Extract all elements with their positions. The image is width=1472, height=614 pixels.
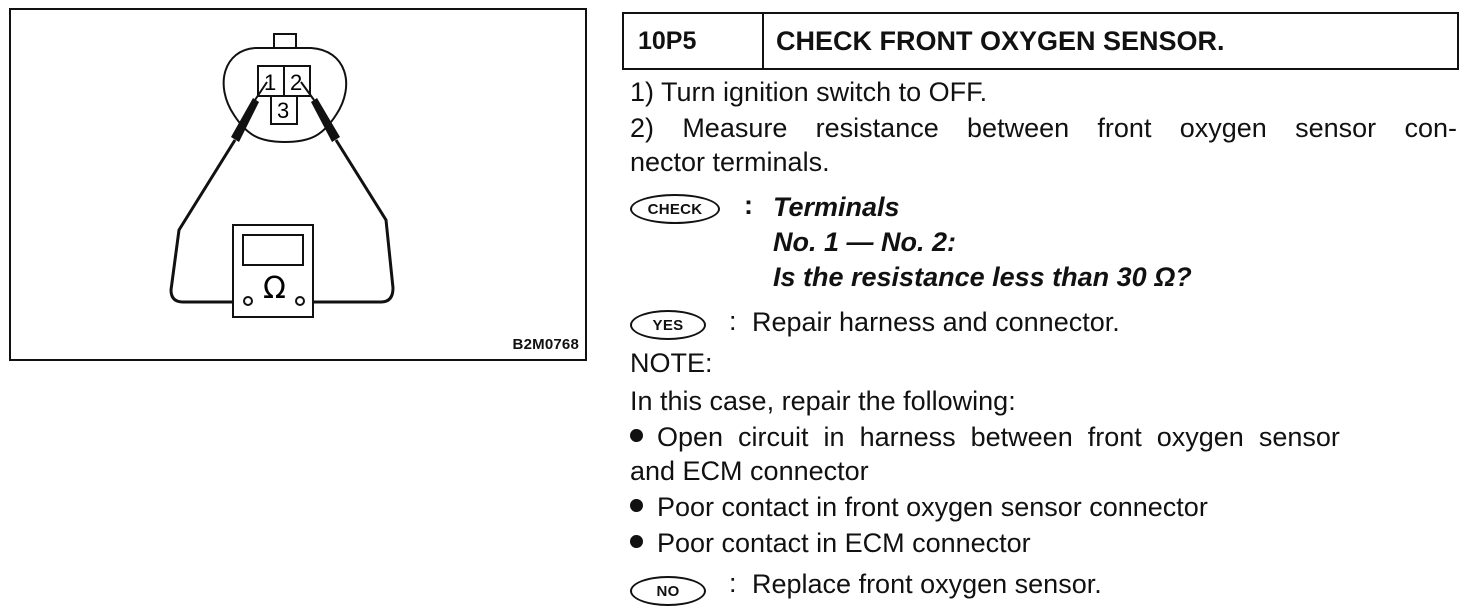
connector-tab: [274, 34, 296, 48]
terminal-3-label: 3: [277, 98, 290, 123]
step-header-table: [622, 12, 1459, 70]
ohm-symbol: Ω: [263, 271, 286, 306]
check-badge: CHECK: [630, 194, 720, 224]
note-bullet-3: [630, 527, 1031, 560]
step-title: CHECK FRONT OXYGEN SENSOR.: [776, 25, 1225, 56]
bullet-icon: [630, 535, 643, 548]
instruction-1: 1) Turn ignition switch to OFF.: [630, 77, 988, 107]
figure-id: B2M0768: [512, 336, 579, 353]
check-line-2: No. 1 — No. 2:: [773, 227, 957, 257]
check-line-3: Is the resistance less than 30 Ω?: [773, 262, 1192, 292]
no-colon: :: [729, 568, 737, 598]
note-bullet-2: [630, 491, 1208, 524]
bullet-icon: [630, 429, 643, 442]
bullet-icon: [630, 499, 643, 512]
note-intro: In this case, repair the following:: [630, 386, 1016, 416]
ohmmeter-display: [243, 235, 303, 265]
no-badge: NO: [630, 576, 706, 606]
terminal-1-label: 1: [264, 70, 277, 95]
check-colon: :: [744, 190, 753, 220]
note-bullet-1: [630, 421, 1457, 454]
yes-colon: :: [729, 306, 737, 336]
right-lead-wire: [307, 140, 393, 302]
note-label: NOTE:: [630, 348, 713, 378]
step-number: 10P5: [624, 14, 764, 68]
check-line-1: Terminals: [773, 192, 900, 222]
meter-terminal-right: [296, 297, 304, 305]
connector-diagram-figure: [9, 8, 587, 361]
yes-action: Repair harness and connector.: [752, 307, 1120, 337]
terminal-2-label: 2: [290, 70, 303, 95]
no-action: Replace front oxygen sensor.: [752, 569, 1102, 599]
note-bullet-1-text: Open circuit in harness between front oxygen sensor: [657, 422, 1340, 452]
meter-terminal-left: [244, 297, 252, 305]
note-bullet-2-text: Poor contact in front oxygen sensor connector: [657, 492, 1208, 522]
instruction-2b: nector terminals.: [630, 147, 830, 177]
note-bullet-3-text: Poor contact in ECM connector: [657, 528, 1031, 558]
yes-badge: YES: [630, 310, 706, 340]
instruction-2a: 2) Measure resistance between front oxygen sensor con-: [630, 113, 1457, 143]
note-bullet-1-cont: and ECM connector: [630, 456, 869, 486]
connector-diagram: [11, 10, 589, 363]
